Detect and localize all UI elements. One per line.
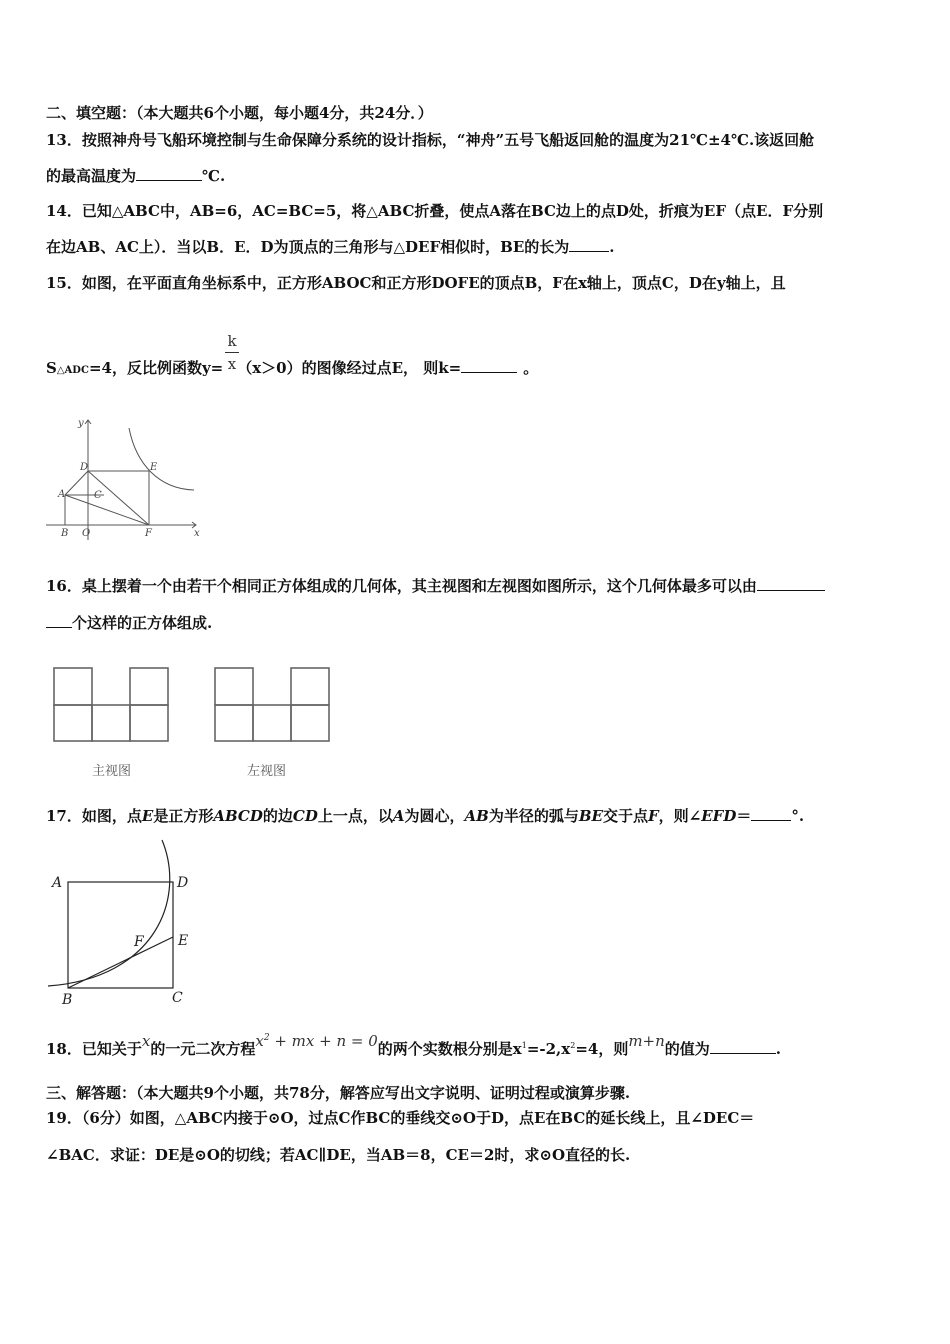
q17-text-6: 为半径的弧与 xyxy=(488,807,579,825)
caption-left-view: 左视图 xyxy=(247,764,287,779)
segment-be xyxy=(68,937,173,988)
square-abcd xyxy=(68,882,173,988)
q15-line1: 15．如图，在平面直角坐标系中，正方形ABOC和正方形DOFE的顶点B，F在x轴上，顶点C，D在y轴上，且 xyxy=(46,274,786,292)
q14-text-a: 在边AB、AC上）．当以B．E．D为顶点的三角形与△DEF相似时，BE的长为 xyxy=(46,238,570,256)
q17-text-10: °. xyxy=(791,807,805,825)
q15-frac-den: x xyxy=(227,355,237,373)
q17-var-e: E xyxy=(141,807,154,825)
q13-text-b: ℃. xyxy=(202,167,226,185)
q17-figure xyxy=(46,838,206,1008)
q17-var-cd: CD xyxy=(292,807,318,825)
segment-af xyxy=(65,495,149,525)
q18-line xyxy=(46,1032,782,1059)
q18-sub-1: 1 xyxy=(521,1041,527,1050)
q18-text-7: . xyxy=(775,1040,782,1058)
label-f: F xyxy=(145,528,152,539)
q14-answer-blank[interactable] xyxy=(569,237,609,252)
q15-s-sub: △ADC xyxy=(56,365,89,376)
label-d: D xyxy=(80,462,89,473)
label-o: O xyxy=(82,528,91,539)
q16-figures xyxy=(52,666,332,746)
q18-text-4: =-2,x xyxy=(526,1040,571,1058)
q18-eq-sup: 2 xyxy=(263,1033,270,1043)
segment-ad xyxy=(65,471,88,495)
label-y: y xyxy=(78,418,84,429)
section3-heading: 三、解答题：（本大题共9个小题，共78分，解答应写出文字说明、证明过程或演算步骤. xyxy=(46,1084,631,1102)
q14-text-b: . xyxy=(609,238,615,256)
q18-equation xyxy=(255,1032,377,1050)
q17-text-7: 交于点 xyxy=(602,807,648,825)
q17-text-9: ＝ xyxy=(736,807,752,825)
q13-line2 xyxy=(46,166,225,186)
q15-frac-num: k xyxy=(227,332,237,350)
q16-line1 xyxy=(46,576,825,596)
q17-var-efd: EFD xyxy=(701,807,737,825)
q15-text-a: =4，反比例函数y= xyxy=(88,359,224,377)
q18-text-6: 的值为 xyxy=(664,1040,710,1058)
q19-line2: ∠BAC．求证：DE是⊙O的切线；若AC∥DE，当AB＝8，CE＝2时，求⊙O直径的长. xyxy=(46,1146,631,1164)
label-d: D xyxy=(177,875,189,891)
q18-text-5: =4，则 xyxy=(575,1040,629,1058)
q17-var-abcd: ABCD xyxy=(213,807,263,825)
caption-main-view: 主视图 xyxy=(92,764,132,779)
q15-figure xyxy=(44,414,204,544)
label-a: A xyxy=(58,489,66,500)
q18-sub-2: 2 xyxy=(570,1041,576,1050)
hyperbola-curve xyxy=(129,428,194,490)
q18-eq-rest: + mx + n = 0 xyxy=(269,1032,378,1050)
q13-line1: 13．按照神舟号飞船环境控制与生命保障分系统的设计指标，“神舟”五号飞船返回舱的温度为21℃±4℃.该返回舱 xyxy=(46,131,815,149)
q14-line1: 14．已知△ABC中，AB=6，AC=BC=5，将△ABC折叠，使点A落在BC边上的点D处，折痕为EF（点E．F分别 xyxy=(46,202,824,220)
main-view-grid xyxy=(54,668,168,741)
label-x: x xyxy=(194,528,200,539)
q17-var-be: BE xyxy=(578,807,603,825)
q16-text-b: 个这样的正方体组成. xyxy=(72,614,213,632)
q17-text-1: 17．如图，点 xyxy=(46,807,142,825)
label-c: C xyxy=(94,490,102,501)
q15-line2 xyxy=(46,358,538,381)
q17-answer-blank[interactable] xyxy=(751,806,791,821)
q18-text-1: 18．已知关于 xyxy=(46,1040,142,1058)
q15-fraction xyxy=(225,332,239,373)
q16-answer-blank-a[interactable] xyxy=(757,576,825,591)
q17-line xyxy=(46,806,804,826)
q19-line1: 19．（6分）如图，△ABC内接于⊙O，过点C作BC的垂线交⊙O于D，点E在BC的延长线上，且∠DEC＝ xyxy=(46,1109,755,1127)
q15-answer-blank[interactable] xyxy=(461,358,517,373)
q18-var-x: x xyxy=(141,1032,151,1050)
label-b: B xyxy=(61,528,69,539)
q17-var-f: F xyxy=(648,807,659,825)
q18-var-mn: m+n xyxy=(628,1032,665,1050)
q17-text-8: ，则∠ xyxy=(658,807,702,825)
q17-text-2: 是正方形 xyxy=(153,807,214,825)
label-c: C xyxy=(172,990,183,1006)
q17-var-a: A xyxy=(392,807,405,825)
arc-bd xyxy=(48,840,170,986)
q18-text-2: 的一元二次方程 xyxy=(150,1040,256,1058)
section2-heading: 二、填空题：（本大题共6个小题，每小题4分，共24分．） xyxy=(46,104,433,122)
label-a: A xyxy=(52,875,63,891)
q18-answer-blank[interactable] xyxy=(710,1039,776,1054)
q17-var-ab: AB xyxy=(464,807,489,825)
label-f: F xyxy=(134,934,144,950)
q16-text-a: 16．桌上摆着一个由若干个相同正方体组成的几何体，其主视图和左视图如图所示，这个几何体最多可以由 xyxy=(46,577,757,595)
label-b: B xyxy=(62,992,73,1008)
q15-text-c: 。 xyxy=(523,359,539,377)
label-e: E xyxy=(178,933,189,949)
q16-answer-blank-b[interactable] xyxy=(46,613,72,628)
q15-s-main: S xyxy=(46,359,57,377)
q15-frac-bar xyxy=(225,352,239,353)
q18-text-3: 的两个实数根分别是x xyxy=(377,1040,522,1058)
label-e: E xyxy=(150,462,158,473)
q17-text-3: 的边 xyxy=(262,807,293,825)
q14-line2 xyxy=(46,237,615,257)
q16-line2 xyxy=(46,613,212,633)
q15-text-b: （x＞0）的图像经过点E， 则k= xyxy=(237,359,462,377)
q13-answer-blank[interactable] xyxy=(136,166,202,181)
q17-text-4: 上一点，以 xyxy=(317,807,393,825)
q18-eq-x: x xyxy=(255,1032,264,1050)
q17-text-5: 为圆心， xyxy=(404,807,465,825)
q13-text-a: 的最高温度为 xyxy=(46,167,137,185)
left-view-grid xyxy=(215,668,329,741)
